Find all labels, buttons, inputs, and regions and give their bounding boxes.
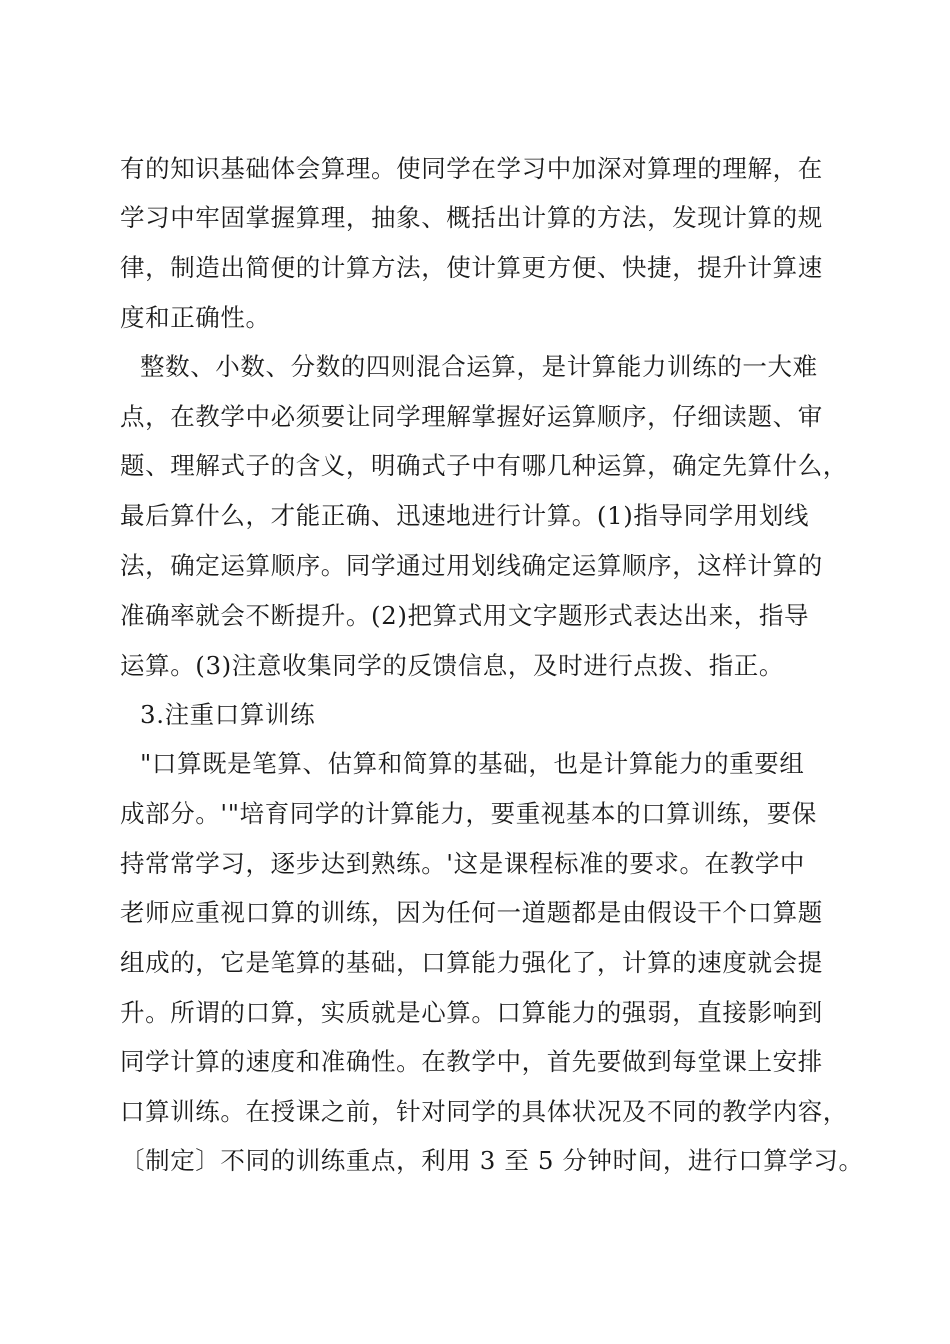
text-line-15: 持常常学习，逐步达到熟练。'这是课程标准的要求。在教学中 [120, 849, 806, 878]
text-line-3: 律，制造出简便的计算方法，使计算更方便、快捷，提升计算速 [120, 253, 823, 282]
text-line-5: 整数、小数、分数的四则混合运算，是计算能力训练的一大难 [140, 352, 818, 381]
text-line-19: 同学计算的速度和准确性。在教学中，首先要做到每堂课上安排 [120, 1047, 823, 1076]
text-line-14: 成部分。'"培育同学的计算能力，要重视基本的口算训练，要保 [120, 799, 817, 828]
text-line-1: 有的知识基础体会算理。使同学在学习中加深对算理的理解，在 [120, 154, 823, 183]
text-line-17: 组成的，它是笔算的基础，口算能力强化了，计算的速度就会提 [120, 948, 823, 977]
text-line-21: 〔制定〕不同的训练重点，利用 3 至 5 分钟时间，进行口算学习。 [120, 1146, 864, 1175]
text-line-11: 运算。(3)注意收集同学的反馈信息，及时进行点拨、指正。 [120, 651, 785, 680]
section-heading: 3.注重口算训练 [140, 700, 316, 729]
text-line-13: "口算既是笔算、估算和简算的基础，也是计算能力的重要组 [140, 749, 805, 778]
text-line-2: 学习中牢固掌握算理，抽象、概括出计算的方法，发现计算的规 [120, 203, 823, 232]
text-line-7: 题、理解式子的含义，明确式子中有哪几种运算，确定先算什么， [120, 451, 848, 480]
text-line-6: 点，在教学中必须要让同学理解掌握好运算顺序，仔细读题、审 [120, 402, 823, 431]
text-line-8: 最后算什么，才能正确、迅速地进行计算。(1)指导同学用划线 [120, 501, 810, 530]
text-line-10: 准确率就会不断提升。(2)把算式用文字题形式表达出来，指导 [120, 601, 810, 630]
text-line-16: 老师应重视口算的训练，因为任何一道题都是由假设干个口算题 [120, 898, 823, 927]
text-line-4: 度和正确性。 [120, 303, 271, 332]
text-line-20: 口算训练。在授课之前，针对同学的具体状况及不同的教学内容， [120, 1097, 848, 1126]
text-line-9: 法，确定运算顺序。同学通过用划线确定运算顺序，这样计算的 [120, 551, 823, 580]
text-line-18: 升。所谓的口算，实质就是心算。口算能力的强弱，直接影响到 [120, 998, 823, 1027]
